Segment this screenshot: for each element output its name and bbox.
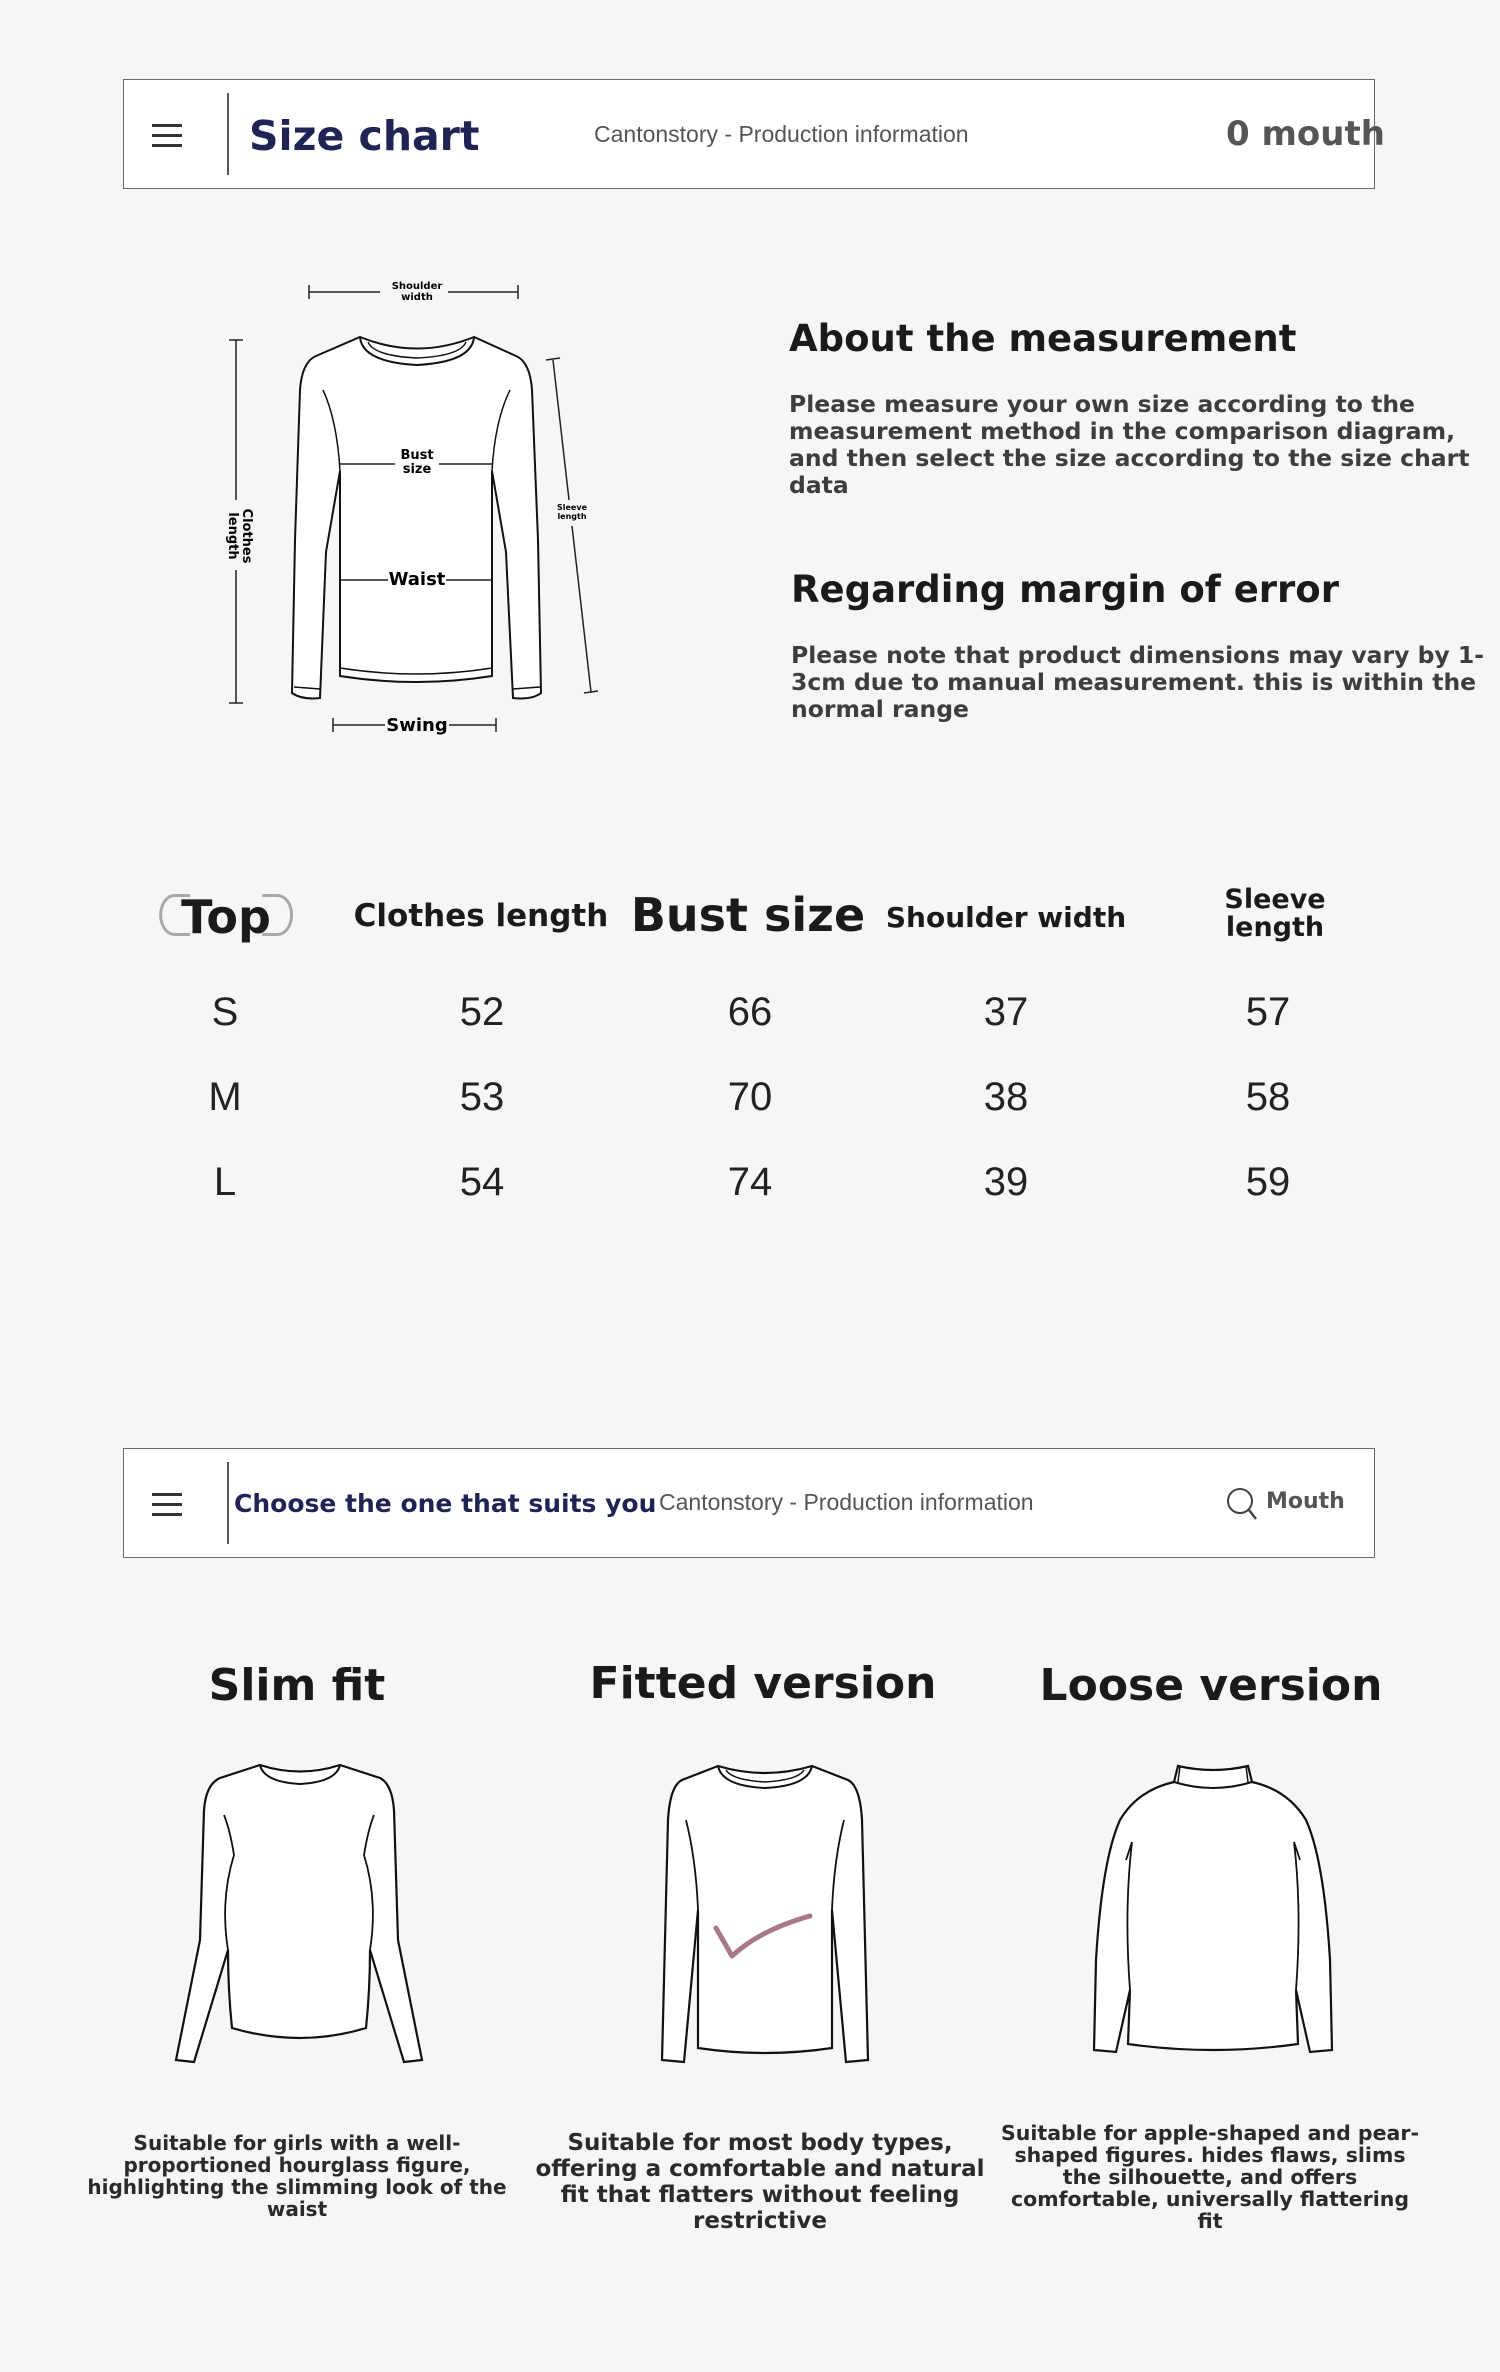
svg-text:length: length <box>557 512 587 521</box>
svg-text:width: width <box>401 292 433 303</box>
fit-desc-slim: Suitable for girls with a well-proportioned hourglass figure, highlighting the slimming look of the waist <box>87 2131 507 2221</box>
size-l: L <box>213 1160 237 1204</box>
margin-text: Please note that product dimensions may vary by 1-3cm due to manual measurement. this is within the normal range <box>791 641 1485 723</box>
table-cell: 59 <box>1245 1160 1291 1204</box>
col-header-shoulder-width: Shoulder width <box>885 901 1127 934</box>
fit-desc-fitted: Suitable for most body types, offering a comfortable and natural fit that flatters without feeling restrictive <box>535 2130 985 2234</box>
slim-fit-illustration <box>170 1760 430 2065</box>
table-cell: 52 <box>459 990 505 1034</box>
header-divider <box>227 1462 229 1544</box>
sleeve-length-label: Sleeve <box>557 503 587 512</box>
about-heading: About the measurement <box>789 317 1297 360</box>
size-chart-header <box>123 79 1385 189</box>
col-header-top: Top <box>181 890 271 944</box>
header-subtitle: Cantonstory - Production information <box>659 1489 1034 1515</box>
col-header-bust-size: Bust size <box>630 888 866 942</box>
loose-version-illustration <box>1088 1760 1338 2060</box>
table-cell: 66 <box>727 990 773 1034</box>
table-cell: 37 <box>983 990 1029 1034</box>
size-s: S <box>211 990 239 1034</box>
menu-icon[interactable] <box>152 1493 182 1515</box>
fit-choice-header <box>123 1448 1375 1558</box>
table-cell: 54 <box>459 1160 505 1204</box>
header-divider <box>227 93 229 175</box>
menu-icon[interactable] <box>152 124 182 146</box>
table-cell: 39 <box>983 1160 1029 1204</box>
table-cell: 53 <box>459 1075 505 1119</box>
header-right-text: Mouth <box>1266 1489 1345 1514</box>
table-cell: 57 <box>1245 990 1291 1034</box>
table-cell: 58 <box>1245 1075 1291 1119</box>
header-right-text: 0 mouth <box>1226 114 1385 154</box>
fit-desc-loose: Suitable for apple-shaped and pear-shaped figures. hides flaws, slims the silhouette, and offers comfortable, universally flattering fit <box>1001 2121 1419 2233</box>
fit-title-fitted: Fitted version <box>589 1658 937 1709</box>
swing-label: Swing <box>386 715 448 736</box>
margin-heading: Regarding margin of error <box>791 568 1339 611</box>
fit-title-loose: Loose version <box>1039 1660 1383 1711</box>
svg-text:size: size <box>402 462 432 477</box>
fitted-version-illustration <box>650 1760 880 2065</box>
shoulder-width-label: Shoulder <box>391 281 443 292</box>
page-title: Size chart <box>249 112 480 160</box>
col-header-sleeve-length: Sleeve length <box>1224 884 1326 943</box>
fit-title-slim: Slim fit <box>208 1660 386 1711</box>
about-text: Please measure your own size according to the measurement method in the comparison diagram, and then select the size according to the size chart data <box>789 390 1470 499</box>
table-cell: 74 <box>727 1160 773 1204</box>
table-cell: 70 <box>727 1075 773 1119</box>
bust-label: Bust <box>400 448 434 463</box>
fit-section-title: Choose the one that suits you <box>234 1489 657 1518</box>
measurement-diagram <box>210 270 610 750</box>
col-header-clothes-length: Clothes length <box>353 898 609 934</box>
header-subtitle: Cantonstory - Production information <box>594 121 969 147</box>
clothes-length-label: Clotheslength <box>225 508 254 564</box>
search-icon[interactable] <box>1226 1486 1258 1522</box>
size-m: M <box>208 1075 242 1119</box>
table-cell: 38 <box>983 1075 1029 1119</box>
waist-label: Waist <box>388 569 446 590</box>
